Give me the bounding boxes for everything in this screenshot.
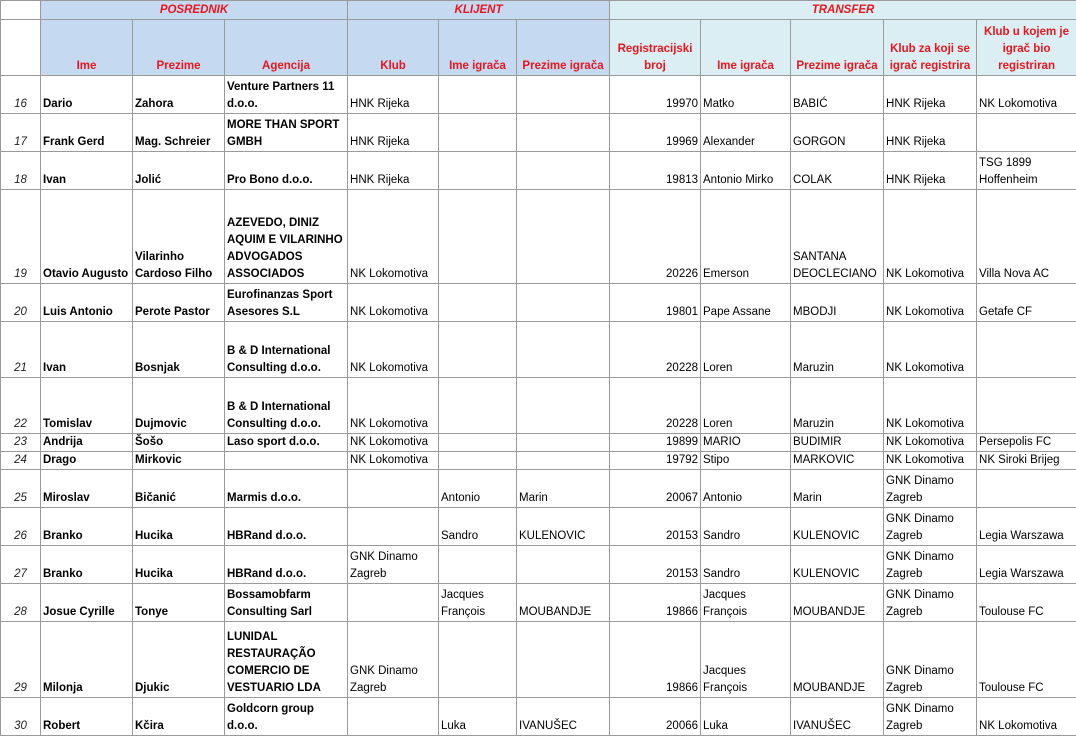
cell-ime[interactable]: Luis Antonio [41, 284, 133, 322]
cell-transfer-prezime-igraca[interactable]: MOUBANDJE [791, 584, 884, 622]
cell-klijent-prezime-igraca[interactable] [517, 546, 610, 584]
cell-transfer-ime-igraca[interactable]: Sandro [701, 546, 791, 584]
table-row [1, 434, 1076, 452]
cell-klijent-prezime-igraca[interactable] [517, 190, 610, 284]
cell-klub-registrira[interactable]: GNK Dinamo Zagreb [884, 698, 977, 736]
cell-prezime[interactable]: Hucika [133, 546, 225, 584]
cell-registracijski-broj[interactable]: 20153 [610, 508, 701, 546]
cell-klub[interactable]: GNK Dinamo Zagreb [348, 622, 439, 698]
cell-transfer-prezime-igraca[interactable]: SANTANA DEOCLECIANO [791, 190, 884, 284]
row-number[interactable]: 20 [1, 284, 41, 322]
cell-agencija[interactable]: Goldcorn group d.o.o. [225, 698, 348, 736]
cell-klijent-prezime-igraca[interactable] [517, 378, 610, 434]
cell-klijent-ime-igraca[interactable] [439, 622, 517, 698]
cell-klub-registrira[interactable]: GNK Dinamo Zagreb [884, 508, 977, 546]
col-header-klub: Klub [348, 20, 439, 76]
cell-klub[interactable] [348, 698, 439, 736]
cell-prezime[interactable]: Dujmovic [133, 378, 225, 434]
cell-transfer-prezime-igraca[interactable]: BUDIMIR [791, 434, 884, 452]
table-row [1, 508, 1076, 546]
cell-klijent-prezime-igraca[interactable] [517, 284, 610, 322]
cell-agencija[interactable]: Marmis d.o.o. [225, 470, 348, 508]
cell-klub-bio[interactable]: TSG 1899 Hoffenheim [977, 152, 1076, 190]
group-header-row [1, 1, 1076, 20]
group-klijent: KLIJENT [348, 1, 610, 20]
cell-klub-bio[interactable]: Villa Nova AC [977, 190, 1076, 284]
row-number[interactable]: 29 [1, 622, 41, 698]
cell-klub-bio[interactable]: Persepolis FC [977, 434, 1076, 452]
table-row [1, 546, 1076, 584]
cell-klijent-ime-igraca[interactable] [439, 378, 517, 434]
cell-prezime[interactable]: Bosnjak [133, 322, 225, 378]
cell-transfer-ime-igraca[interactable]: Matko [701, 76, 791, 114]
col-header-agencija: Agencija [225, 20, 348, 76]
row-number[interactable]: 21 [1, 322, 41, 378]
cell-transfer-ime-igraca[interactable]: Emerson [701, 190, 791, 284]
cell-transfer-ime-igraca[interactable]: Pape Assane [701, 284, 791, 322]
cell-ime[interactable]: Dario [41, 76, 133, 114]
cell-klijent-ime-igraca[interactable] [439, 190, 517, 284]
row-number[interactable]: 23 [1, 434, 41, 452]
cell-transfer-prezime-igraca[interactable]: BABIĆ [791, 76, 884, 114]
column-header-row [1, 20, 1076, 76]
cell-transfer-ime-igraca[interactable]: Jacques François [701, 622, 791, 698]
cell-klub-registrira[interactable]: NK Lokomotiva [884, 322, 977, 378]
cell-klub-registrira[interactable]: NK Lokomotiva [884, 190, 977, 284]
cell-klijent-prezime-igraca[interactable] [517, 452, 610, 470]
cell-transfer-prezime-igraca[interactable]: KULENOVIC [791, 546, 884, 584]
cell-transfer-prezime-igraca[interactable]: IVANUŠEC [791, 698, 884, 736]
cell-klub-bio[interactable] [977, 114, 1076, 152]
cell-klub-bio[interactable] [977, 378, 1076, 434]
row-number[interactable]: 27 [1, 546, 41, 584]
cell-klijent-ime-igraca[interactable]: Antonio [439, 470, 517, 508]
row-number[interactable]: 19 [1, 190, 41, 284]
cell-klijent-prezime-igraca[interactable] [517, 76, 610, 114]
cell-transfer-ime-igraca[interactable]: Jacques François [701, 584, 791, 622]
cell-ime[interactable]: Branko [41, 508, 133, 546]
cell-klub[interactable]: NK Lokomotiva [348, 322, 439, 378]
table-row [1, 378, 1076, 434]
cell-registracijski-broj[interactable]: 20066 [610, 698, 701, 736]
cell-klijent-prezime-igraca[interactable]: MOUBANDJE [517, 584, 610, 622]
cell-registracijski-broj[interactable]: 20226 [610, 190, 701, 284]
cell-klijent-ime-igraca[interactable]: Sandro [439, 508, 517, 546]
corner-cell [1, 1, 41, 20]
cell-klub[interactable]: NK Lokomotiva [348, 378, 439, 434]
cell-transfer-ime-igraca[interactable]: Alexander [701, 114, 791, 152]
cell-klijent-prezime-igraca[interactable] [517, 434, 610, 452]
cell-agencija[interactable]: Eurofinanzas Sport Asesores S.L [225, 284, 348, 322]
cell-transfer-prezime-igraca[interactable]: GORGON [791, 114, 884, 152]
row-number[interactable]: 24 [1, 452, 41, 470]
cell-registracijski-broj[interactable]: 20228 [610, 322, 701, 378]
cell-klub-registrira[interactable]: GNK Dinamo Zagreb [884, 470, 977, 508]
cell-klub[interactable]: HNK Rijeka [348, 152, 439, 190]
row-number[interactable]: 26 [1, 508, 41, 546]
cell-prezime[interactable]: Mag. Schreier [133, 114, 225, 152]
group-transfer: TRANSFER [610, 1, 1076, 20]
cell-agencija[interactable]: Venture Partners 11 d.o.o. [225, 76, 348, 114]
cell-klijent-ime-igraca[interactable] [439, 546, 517, 584]
cell-transfer-ime-igraca[interactable]: Loren [701, 378, 791, 434]
table-row [1, 322, 1076, 378]
cell-transfer-ime-igraca[interactable]: Antonio Mirko [701, 152, 791, 190]
cell-registracijski-broj[interactable]: 19792 [610, 452, 701, 470]
cell-klub-registrira[interactable]: GNK Dinamo Zagreb [884, 622, 977, 698]
row-number[interactable]: 28 [1, 584, 41, 622]
group-posrednik: POSREDNIK [41, 1, 348, 20]
col-header-registracijski-broj: Registracijski broj [610, 20, 701, 76]
cell-klijent-prezime-igraca[interactable]: IVANUŠEC [517, 698, 610, 736]
table-row [1, 284, 1076, 322]
cell-prezime[interactable]: Zahora [133, 76, 225, 114]
cell-agencija[interactable]: Bossamobfarm Consulting Sarl [225, 584, 348, 622]
cell-agencija[interactable]: MORE THAN SPORT GMBH [225, 114, 348, 152]
cell-klijent-prezime-igraca[interactable] [517, 622, 610, 698]
cell-prezime[interactable]: Šošo [133, 434, 225, 452]
cell-klub-registrira[interactable]: NK Lokomotiva [884, 434, 977, 452]
col-header-ime: Ime [41, 20, 133, 76]
cell-agencija[interactable]: HBRand d.o.o. [225, 546, 348, 584]
cell-ime[interactable]: Drago [41, 452, 133, 470]
cell-registracijski-broj[interactable]: 19899 [610, 434, 701, 452]
cell-klijent-prezime-igraca[interactable] [517, 322, 610, 378]
cell-klijent-prezime-igraca[interactable] [517, 114, 610, 152]
cell-klub[interactable]: NK Lokomotiva [348, 190, 439, 284]
cell-prezime[interactable]: Tonye [133, 584, 225, 622]
cell-klijent-prezime-igraca[interactable] [517, 152, 610, 190]
cell-registracijski-broj[interactable]: 19801 [610, 284, 701, 322]
table-row [1, 152, 1076, 190]
cell-prezime[interactable]: Vilarinho Cardoso Filho [133, 190, 225, 284]
cell-agencija[interactable] [225, 452, 348, 470]
col-header-transfer-prezime-igraca: Prezime igrača [791, 20, 884, 76]
cell-prezime[interactable]: Jolić [133, 152, 225, 190]
table-row [1, 622, 1076, 698]
col-header-klub-registrira: Klub za koji se igrač registrira [884, 20, 977, 76]
cell-klub-registrira[interactable]: HNK Rijeka [884, 76, 977, 114]
cell-prezime[interactable]: Hucika [133, 508, 225, 546]
cell-transfer-prezime-igraca[interactable]: MOUBANDJE [791, 622, 884, 698]
cell-transfer-prezime-igraca[interactable]: MBODJI [791, 284, 884, 322]
cell-transfer-prezime-igraca[interactable]: KULENOVIC [791, 508, 884, 546]
cell-klub[interactable]: NK Lokomotiva [348, 434, 439, 452]
cell-klub[interactable] [348, 508, 439, 546]
cell-klub-bio[interactable]: Legia Warszawa [977, 546, 1076, 584]
cell-ime[interactable]: Milonja [41, 622, 133, 698]
col-header-klub-bio: Klub u kojem je igrač bio registriran [977, 20, 1076, 76]
cell-agencija[interactable]: B & D International Consulting d.o.o. [225, 322, 348, 378]
row-number[interactable]: 17 [1, 114, 41, 152]
cell-ime[interactable]: Josue Cyrille [41, 584, 133, 622]
cell-ime[interactable]: Otavio Augusto [41, 190, 133, 284]
cell-klijent-ime-igraca[interactable]: Luka [439, 698, 517, 736]
cell-klijent-ime-igraca[interactable] [439, 284, 517, 322]
cell-klijent-ime-igraca[interactable] [439, 76, 517, 114]
cell-klub[interactable]: GNK Dinamo Zagreb [348, 546, 439, 584]
table-row [1, 470, 1076, 508]
cell-klub-bio[interactable]: Toulouse FC [977, 584, 1076, 622]
col-header-prezime-igraca: Prezime igrača [517, 20, 610, 76]
cell-ime[interactable]: Ivan [41, 152, 133, 190]
cell-registracijski-broj[interactable]: 19866 [610, 584, 701, 622]
cell-klijent-ime-igraca[interactable]: Jacques François [439, 584, 517, 622]
table-row [1, 584, 1076, 622]
cell-klub-bio[interactable]: NK Lokomotiva [977, 698, 1076, 736]
cell-transfer-prezime-igraca[interactable]: Marin [791, 470, 884, 508]
cell-klijent-prezime-igraca[interactable]: Marin [517, 470, 610, 508]
cell-transfer-ime-igraca[interactable]: Antonio [701, 470, 791, 508]
cell-ime[interactable]: Andrija [41, 434, 133, 452]
col-header-ime-igraca: Ime igrača [439, 20, 517, 76]
cell-ime[interactable]: Branko [41, 546, 133, 584]
cell-transfer-prezime-igraca[interactable]: Maruzin [791, 378, 884, 434]
cell-klub-registrira[interactable]: NK Lokomotiva [884, 452, 977, 470]
cell-transfer-ime-igraca[interactable]: Stipo [701, 452, 791, 470]
cell-transfer-ime-igraca[interactable]: MARIO [701, 434, 791, 452]
cell-registracijski-broj[interactable]: 20067 [610, 470, 701, 508]
table-row [1, 190, 1076, 284]
cell-prezime[interactable]: Mirkovic [133, 452, 225, 470]
cell-transfer-prezime-igraca[interactable]: MARKOVIC [791, 452, 884, 470]
cell-transfer-ime-igraca[interactable]: Loren [701, 322, 791, 378]
cell-klijent-ime-igraca[interactable] [439, 434, 517, 452]
cell-registracijski-broj[interactable]: 19866 [610, 622, 701, 698]
cell-klub-bio[interactable]: Getafe CF [977, 284, 1076, 322]
cell-prezime[interactable]: Bičanić [133, 470, 225, 508]
cell-klijent-prezime-igraca[interactable]: KULENOVIC [517, 508, 610, 546]
cell-transfer-prezime-igraca[interactable]: Maruzin [791, 322, 884, 378]
cell-klub-registrira[interactable]: GNK Dinamo Zagreb [884, 584, 977, 622]
table-row [1, 452, 1076, 470]
cell-transfer-ime-igraca[interactable]: Sandro [701, 508, 791, 546]
cell-agencija[interactable]: Laso sport d.o.o. [225, 434, 348, 452]
cell-klub-bio[interactable] [977, 322, 1076, 378]
cell-agencija[interactable]: Pro Bono d.o.o. [225, 152, 348, 190]
cell-ime[interactable]: Miroslav [41, 470, 133, 508]
col-header-transfer-ime-igraca: Ime igrača [701, 20, 791, 76]
cell-ime[interactable]: Tomislav [41, 378, 133, 434]
row-number[interactable]: 22 [1, 378, 41, 434]
col-header-prezime: Prezime [133, 20, 225, 76]
cell-transfer-prezime-igraca[interactable]: COLAK [791, 152, 884, 190]
cell-klub-registrira[interactable]: GNK Dinamo Zagreb [884, 546, 977, 584]
cell-prezime[interactable]: Djukic [133, 622, 225, 698]
cell-registracijski-broj[interactable]: 20228 [610, 378, 701, 434]
cell-agencija[interactable]: HBRand d.o.o. [225, 508, 348, 546]
cell-agencija[interactable]: AZEVEDO, DINIZ AQUIM E VILARINHO ADVOGADOS ASSOCIADOS [225, 190, 348, 284]
row-number[interactable]: 30 [1, 698, 41, 736]
cell-ime[interactable]: Frank Gerd [41, 114, 133, 152]
table-row [1, 76, 1076, 114]
cell-ime[interactable]: Ivan [41, 322, 133, 378]
cell-klub-registrira[interactable]: NK Lokomotiva [884, 284, 977, 322]
cell-klub-bio[interactable]: NK Lokomotiva [977, 76, 1076, 114]
cell-klub-bio[interactable]: NK Siroki Brijeg [977, 452, 1076, 470]
table-row [1, 698, 1076, 736]
cell-klijent-ime-igraca[interactable] [439, 114, 517, 152]
cell-registracijski-broj[interactable]: 19813 [610, 152, 701, 190]
table-row [1, 114, 1076, 152]
cell-klub-registrira[interactable]: NK Lokomotiva [884, 378, 977, 434]
row-number[interactable]: 25 [1, 470, 41, 508]
cell-klub[interactable]: HNK Rijeka [348, 114, 439, 152]
cell-klub-bio[interactable]: Legia Warszawa [977, 508, 1076, 546]
row-number[interactable]: 18 [1, 152, 41, 190]
cell-klub-registrira[interactable]: HNK Rijeka [884, 152, 977, 190]
cell-registracijski-broj[interactable]: 20153 [610, 546, 701, 584]
cell-registracijski-broj[interactable]: 19969 [610, 114, 701, 152]
cell-ime[interactable]: Robert [41, 698, 133, 736]
cell-klub[interactable]: HNK Rijeka [348, 76, 439, 114]
cell-agencija[interactable]: LUNIDAL RESTAURAÇÃO COMERCIO DE VESTUARIO LDA [225, 622, 348, 698]
cell-klijent-ime-igraca[interactable] [439, 452, 517, 470]
cell-transfer-ime-igraca[interactable]: Luka [701, 698, 791, 736]
cell-prezime[interactable]: Kčira [133, 698, 225, 736]
cell-klub[interactable] [348, 470, 439, 508]
cell-klub[interactable]: NK Lokomotiva [348, 284, 439, 322]
cell-klub-registrira[interactable]: HNK Rijeka [884, 114, 977, 152]
row-number[interactable]: 16 [1, 76, 41, 114]
cell-klijent-ime-igraca[interactable] [439, 322, 517, 378]
cell-prezime[interactable]: Perote Pastor [133, 284, 225, 322]
cell-klub-bio[interactable]: Toulouse FC [977, 622, 1076, 698]
cell-registracijski-broj[interactable]: 19970 [610, 76, 701, 114]
cell-klijent-ime-igraca[interactable] [439, 152, 517, 190]
cell-klub[interactable]: NK Lokomotiva [348, 452, 439, 470]
row-number-header [1, 20, 41, 76]
cell-klub[interactable] [348, 584, 439, 622]
cell-agencija[interactable]: B & D International Consulting d.o.o. [225, 378, 348, 434]
cell-klub-bio[interactable] [977, 470, 1076, 508]
